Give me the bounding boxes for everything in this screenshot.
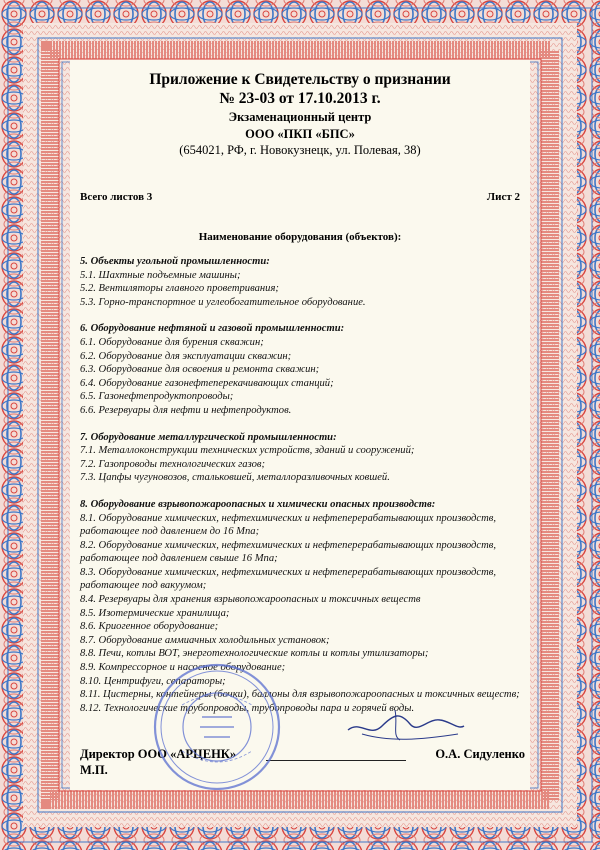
list-item: 8.1. Оборудование химических, нефтехимических и нефтеперерабатывающих производств, работающее под давлением до 16 Мпа; (80, 512, 497, 538)
doc-title-line1: Приложение к Свидетельству о признании (149, 71, 451, 88)
section-metallurgy (80, 431, 525, 485)
list-item: 8.2. Оборудование химических, нефтехимических и нефтеперерабатывающих производств, работающее под давлением свыше 16 Мпа; (80, 539, 497, 565)
list-title: Наименование оборудования (объектов): (198, 231, 402, 243)
doc-title-line2: № 23-03 от 17.10.2013 г. (219, 90, 381, 107)
list-item: 8.9. Компрессорное и насосное оборудование; (80, 662, 286, 674)
exam-center: Экзаменационный центр (228, 110, 372, 124)
org-address: (654021, РФ, г. Новокузнецк, ул. Полевая, 38) (179, 143, 421, 157)
section-oil-gas (80, 322, 525, 417)
list-item: 8.11. Цистерны, контейнеры (бочки), баллоны для взрывопожароопасных и токсичных веществ; (80, 689, 520, 701)
section-heading: 8. Оборудование взрывопожароопасных и химически опасных производств: (80, 498, 436, 510)
director-title: Директор ООО «АРЦЕНК» (80, 747, 237, 761)
list-item: 8.5. Изотермические хранилища; (80, 607, 230, 619)
list-item: 5.1. Шахтные подъемные машины; (80, 269, 241, 281)
list-item: 7.3. Цапфы чугуновозов, стальковшей, металлоразливочных ковшей. (80, 472, 390, 484)
list-item: 6.4. Оборудование газонефтеперекачивающих станций; (80, 377, 334, 389)
sheet-info (80, 191, 520, 203)
list-item: 5.3. Горно-транспортное и углеобогатительное оборудование. (80, 296, 366, 308)
document-body (70, 60, 530, 790)
list-item: 8.3. Оборудование химических, нефтехимических и нефтеперерабатывающих производств, работающее под вакуумом; (80, 566, 497, 592)
list-item: 8.6. Криогенное оборудование; (80, 621, 219, 633)
list-item: 6.1. Оборудование для бурения скважин; (80, 336, 264, 348)
director-name: О.А. Сидуленко (435, 747, 525, 761)
section-heading: 5. Объекты угольной промышленности: (80, 256, 270, 267)
section-coal (80, 255, 525, 309)
section-heading: 7. Оборудование металлургической промышленности: (80, 431, 337, 443)
handwritten-signature (340, 690, 470, 750)
list-item: 8.4. Резервуары для хранения взрывопожароопасных и токсичных веществ (80, 594, 421, 606)
list-item: 6.2. Оборудование для эксплуатации скважин; (80, 350, 292, 362)
list-item: 6.3. Оборудование для освоения и ремонта скважин; (80, 364, 320, 376)
list-item: 5.2. Вентиляторы главного проветривания; (80, 283, 279, 295)
section-heading: 6. Оборудование нефтяной и газовой промышленности: (80, 323, 345, 335)
list-item: 6.6. Резервуары для нефти и нефтепродуктов. (80, 404, 292, 416)
total-sheets: Всего листов 3 (80, 191, 153, 203)
list-item: 8.8. Печи, котлы ВОТ, энерготехнологические котлы и котлы утилизаторы; (80, 648, 429, 660)
mp-label: М.П. (80, 763, 108, 777)
round-stamp (142, 655, 292, 795)
list-item: 8.10. Центрифуги, сепараторы; (80, 675, 226, 687)
list-item: 8.7. Оборудование аммиачных холодильных установок; (80, 634, 330, 646)
list-item: 6.5. Газонефтепродуктопроводы; (80, 391, 234, 403)
list-item: 7.1. Металлоконструкции технических устройств, зданий и сооружений; (80, 445, 415, 457)
list-item: 8.12. Технологические трубопроводы, трубопроводы пара и горячей воды. (80, 702, 415, 714)
org-name: ООО «ПКП «БПС» (245, 127, 355, 141)
current-sheet: Лист 2 (486, 191, 520, 203)
list-item: 7.2. Газопроводы технологических газов; (80, 458, 266, 470)
